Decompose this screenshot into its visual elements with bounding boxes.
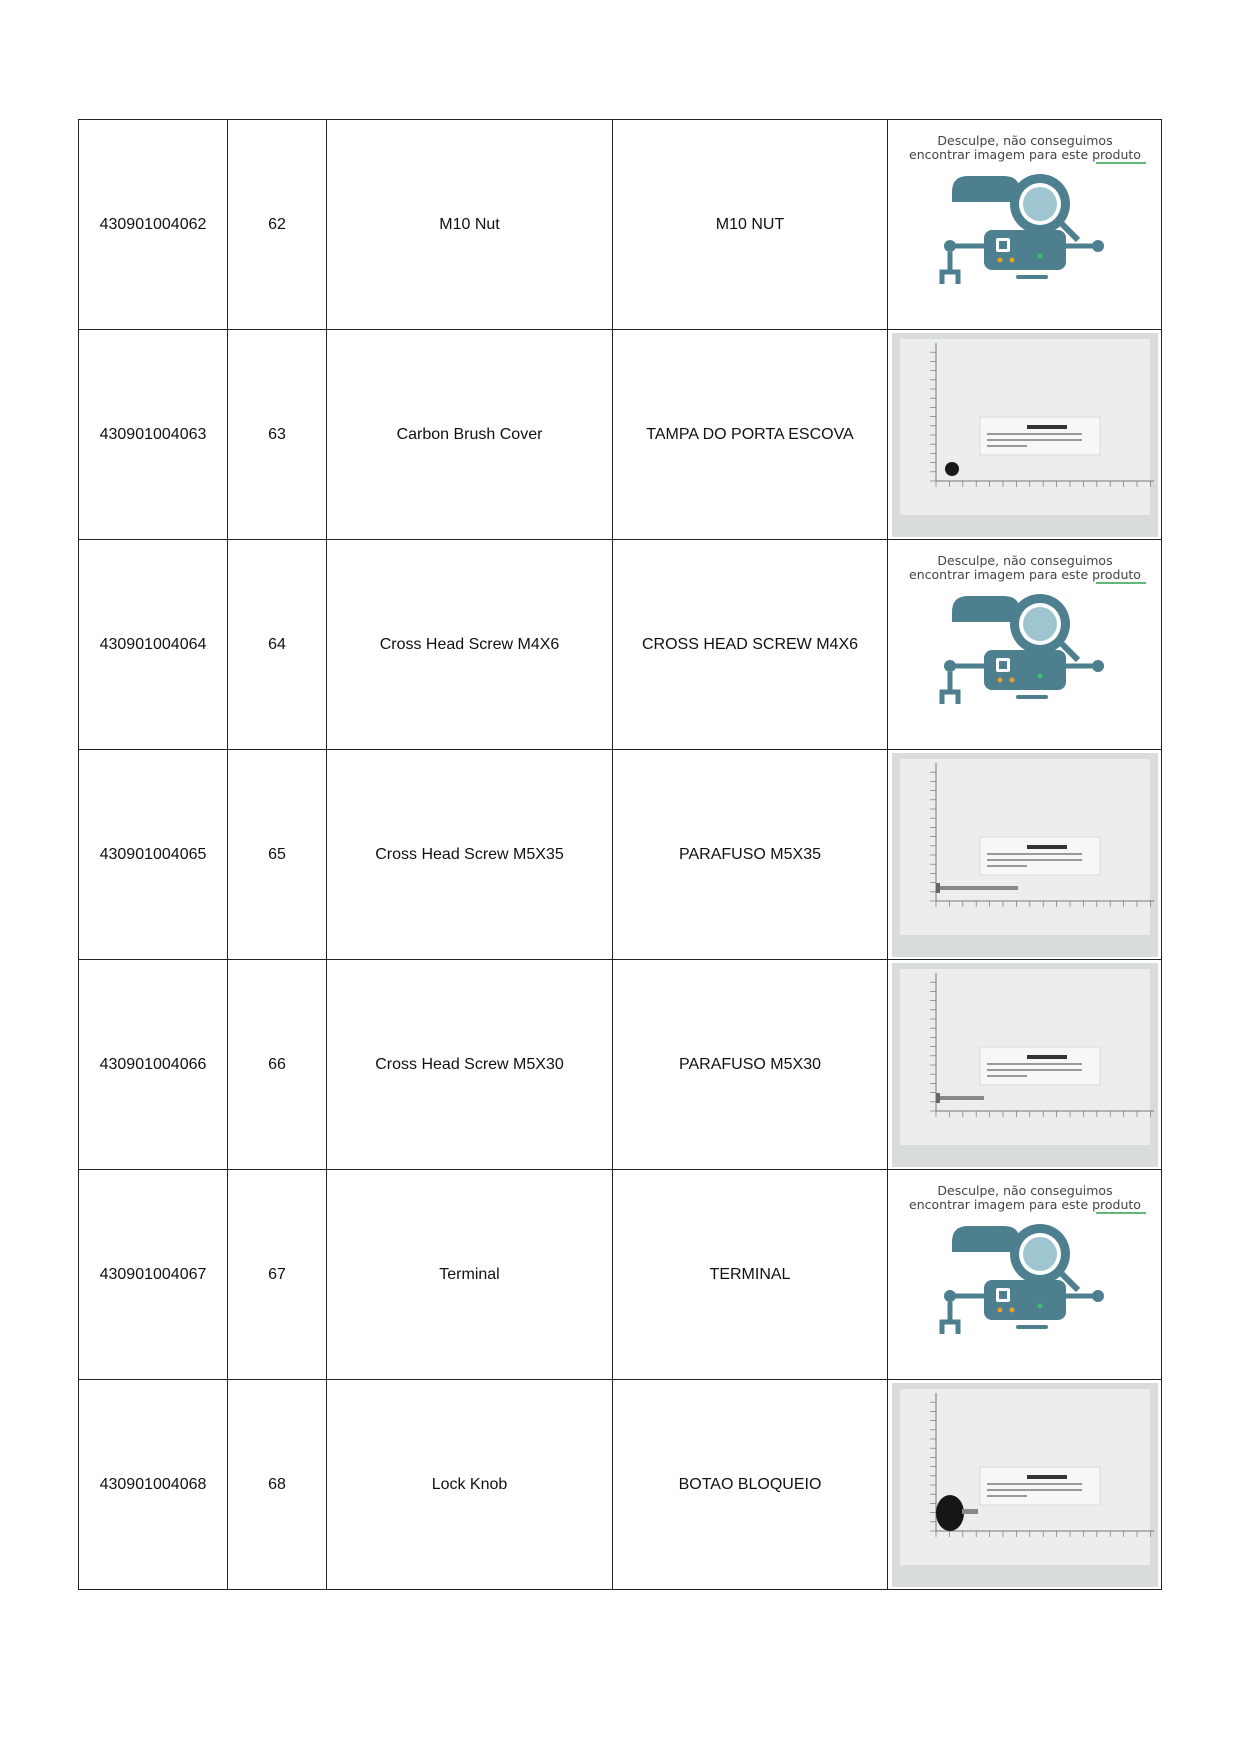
position-number: 62 — [228, 120, 327, 330]
placeholder-line2: encontrar imagem para este produto — [908, 567, 1141, 582]
part-image-cell — [888, 540, 1162, 750]
table-row — [79, 330, 1162, 540]
part-photo — [892, 1383, 1158, 1587]
table-row — [79, 1380, 1162, 1590]
no-image-placeholder — [890, 1170, 1160, 1379]
no-image-placeholder — [890, 120, 1160, 329]
robot-magnifier-icon — [942, 1224, 1104, 1334]
part-image-cell — [888, 1170, 1162, 1380]
part-code: 430901004067 — [79, 1170, 228, 1380]
position-number: 65 — [228, 750, 327, 960]
part-name-pt: BOTAO BLOQUEIO — [613, 1380, 888, 1590]
part-name-en: Cross Head Screw M5X30 — [327, 960, 613, 1170]
part-name-pt: TERMINAL — [613, 1170, 888, 1380]
position-number: 64 — [228, 540, 327, 750]
placeholder-line2: encontrar imagem para este produto — [908, 1197, 1141, 1212]
placeholder-line2: encontrar imagem para este produto — [908, 147, 1141, 162]
part-code: 430901004063 — [79, 330, 228, 540]
part-photo — [892, 333, 1158, 537]
part-code: 430901004062 — [79, 120, 228, 330]
position-number: 63 — [228, 330, 327, 540]
table-row — [79, 540, 1162, 750]
placeholder-line1: Desculpe, não conseguimos — [936, 133, 1113, 148]
part-name-en: Terminal — [327, 1170, 613, 1380]
part-name-pt: M10 NUT — [613, 120, 888, 330]
part-code: 430901004066 — [79, 960, 228, 1170]
part-image-cell — [888, 1380, 1162, 1590]
part-image-cell — [888, 120, 1162, 330]
parts-table — [78, 119, 1162, 1590]
part-image-cell — [888, 330, 1162, 540]
part-code: 430901004064 — [79, 540, 228, 750]
part-name-en: M10 Nut — [327, 120, 613, 330]
placeholder-line1: Desculpe, não conseguimos — [936, 1183, 1113, 1198]
part-name-pt: TAMPA DO PORTA ESCOVA — [613, 330, 888, 540]
position-number: 67 — [228, 1170, 327, 1380]
table-row — [79, 960, 1162, 1170]
part-name-pt: PARAFUSO M5X30 — [613, 960, 888, 1170]
position-number: 68 — [228, 1380, 327, 1590]
part-code: 430901004068 — [79, 1380, 228, 1590]
robot-magnifier-icon — [942, 594, 1104, 704]
table-row — [79, 750, 1162, 960]
part-image-cell — [888, 960, 1162, 1170]
part-name-en: Carbon Brush Cover — [327, 330, 613, 540]
part-image-cell — [888, 750, 1162, 960]
table-row — [79, 120, 1162, 330]
robot-magnifier-icon — [942, 174, 1104, 284]
position-number: 66 — [228, 960, 327, 1170]
part-name-en: Lock Knob — [327, 1380, 613, 1590]
part-name-en: Cross Head Screw M4X6 — [327, 540, 613, 750]
no-image-placeholder — [890, 540, 1160, 749]
part-photo — [892, 753, 1158, 957]
part-code: 430901004065 — [79, 750, 228, 960]
table-row — [79, 1170, 1162, 1380]
placeholder-line1: Desculpe, não conseguimos — [936, 553, 1113, 568]
part-photo — [892, 963, 1158, 1167]
part-name-pt: CROSS HEAD SCREW M4X6 — [613, 540, 888, 750]
part-name-pt: PARAFUSO M5X35 — [613, 750, 888, 960]
part-name-en: Cross Head Screw M5X35 — [327, 750, 613, 960]
